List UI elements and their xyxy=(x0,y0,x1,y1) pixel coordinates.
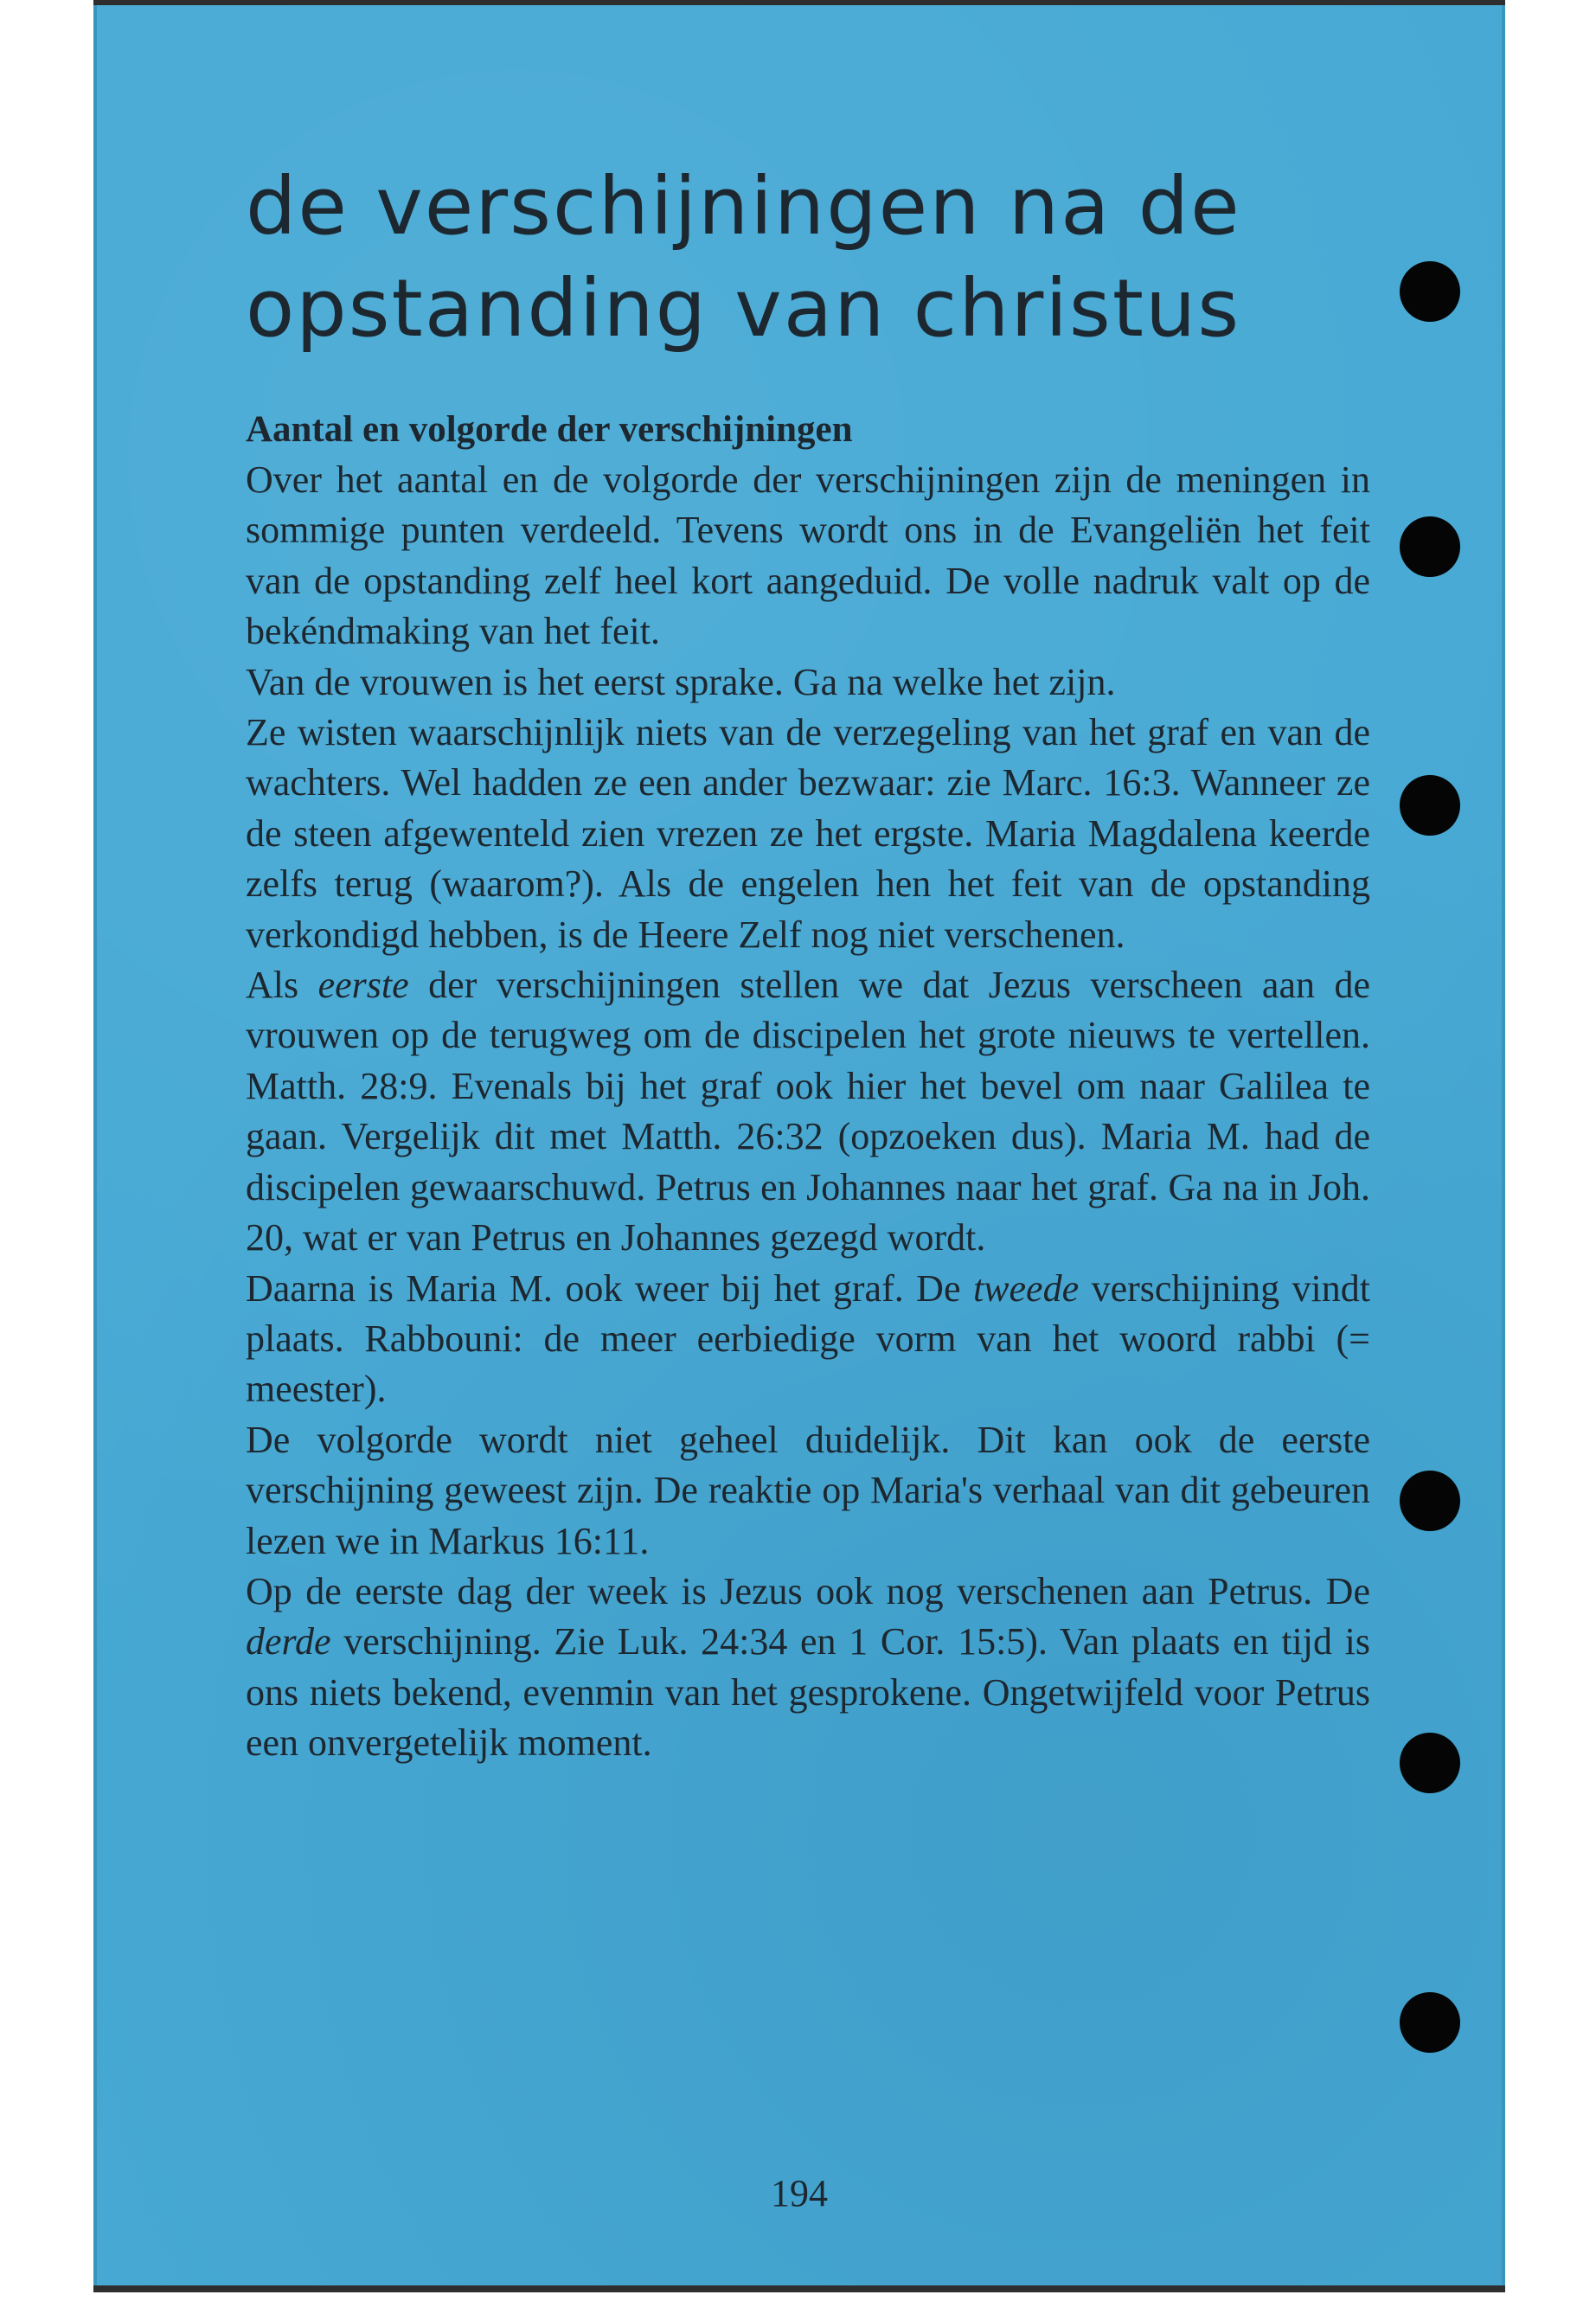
paragraph-4-rest: der verschijningen stellen we dat Jezus verscheen aan de vrouwen op de terugweg om de discipelen het grote nieuws te vertellen. Matth. 28:9. Evenals bij het graf ook hier het bevel om naar Galilea te gaan. Vergelijk dit met Matth. 26:32 (opzoeken dus). Maria M. had de discipelen gewaarschuwd. Petrus en Johannes naar het graf. Ga na in Joh. 20, wat er van Petrus en Johannes gezegd wordt. xyxy=(246,964,1371,1259)
page-bottom-edge xyxy=(93,2285,1505,2292)
paragraph-4 xyxy=(246,960,1370,1263)
chapter-title xyxy=(246,156,1370,360)
paragraph-7-emphasis: derde xyxy=(246,1620,331,1663)
chapter-title-line-1: de verschijningen na de xyxy=(246,160,1241,253)
paragraph-7-rest: verschijning. Zie Luk. 24:34 en 1 Cor. 15:5). Van plaats en tijd is ons niets bekend, evenmin van het gesprokene. Ongetwijfeld voor Petrus een onvergetelijk moment. xyxy=(246,1620,1370,1765)
page-top-edge xyxy=(93,0,1505,5)
binder-hole-icon xyxy=(1400,775,1460,836)
paragraph-4-start: Als xyxy=(246,964,318,1007)
paragraph-5-start: Daarna is Maria M. ook weer bij het graf. De xyxy=(246,1266,973,1310)
binder-hole-icon xyxy=(1400,261,1460,322)
binder-hole-icon xyxy=(1400,1471,1460,1531)
section-subheading: Aantal en volgorde der verschijningen xyxy=(246,409,853,450)
paragraph-2: Van de vrouwen is het eerst sprake. Ga na welke het zijn. xyxy=(246,660,1116,703)
paragraph-7-start: Op de eerste dag der week is Jezus ook nog verschenen aan Petrus. De xyxy=(246,1569,1370,1612)
paragraph-5-emphasis: tweede xyxy=(972,1266,1080,1310)
binder-hole-icon xyxy=(1400,1992,1460,2053)
book-page xyxy=(93,0,1505,2292)
paragraph-5 xyxy=(246,1264,1370,1415)
page-content xyxy=(246,156,1370,1769)
paragraph-5-rest: verschijning vindt plaats. Rabbouni: de meer eerbiedige vorm van het woord rabbi (= meester). xyxy=(246,1266,1370,1411)
paragraph-3: Ze wisten waarschijnlijk niets van de verzegeling van het graf en van de wachters. Wel hadden ze een ander bezwaar: zie Marc. 16:3. Wanneer ze de steen afgewenteld zien vrezen ze het ergste. Maria Magdalena keerde zelfs terug (waarom?). Als de engelen hen het feit van de opstanding verkondigd hebben, is de Heere Zelf nog niet verschenen. xyxy=(246,711,1370,956)
paragraph-6: De volgorde wordt niet geheel duidelijk. Dit kan ook de eerste verschijning geweest zijn. De reaktie op Maria's verhaal van dit gebeuren lezen we in Markus 16:11. xyxy=(246,1418,1370,1562)
paragraph-4-emphasis: eerste xyxy=(317,964,409,1007)
chapter-title-line-2: opstanding van christus xyxy=(246,262,1241,355)
binder-hole-icon xyxy=(1400,1733,1460,1793)
page-number: 194 xyxy=(771,2172,828,2214)
paragraph-1: Over het aantal en de volgorde der verschijningen zijn de meningen in sommige punten verdeeld. Tevens wordt ons in de Evangeliën het feit van de opstanding zelf heel kort aangeduid. De volle nadruk valt op de bekéndmaking van het feit. xyxy=(246,458,1370,653)
paragraph-7 xyxy=(246,1567,1370,1769)
binder-hole-icon xyxy=(1400,516,1460,577)
